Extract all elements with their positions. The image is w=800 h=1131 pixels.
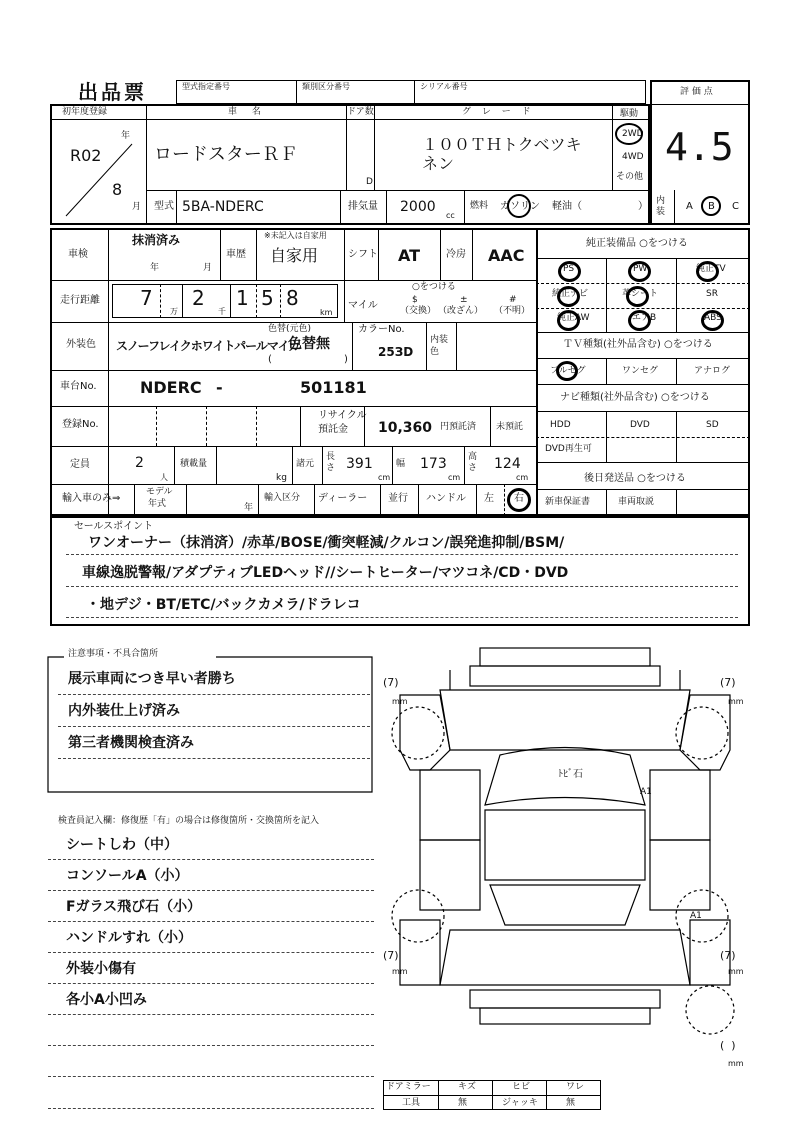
later-warranty: 新車保証書 [545, 497, 591, 507]
handle-right: 右 [514, 493, 524, 504]
shaken-year: 年 [150, 263, 160, 273]
color-value: スノーフレイクホワイトパールマイカ [116, 339, 300, 353]
equip-sr: SR [706, 289, 718, 299]
sen-unit: 千 [218, 307, 226, 316]
dvd-playback: DVD再生可 [545, 444, 592, 454]
repaint-value: 色替無 [288, 336, 330, 352]
shift-label: シフト [348, 249, 378, 260]
displacement-label: 排気量 [348, 201, 378, 212]
drive-other: その他 [616, 172, 644, 182]
interior-a: A [686, 201, 693, 212]
import-year: 年 [244, 503, 254, 513]
interior-b: B [708, 201, 715, 212]
navi-hdd: HDD [550, 420, 571, 430]
damage-a1-wheel: A1 [690, 911, 702, 921]
front-bumper [480, 648, 650, 666]
model-code: 5BA-NDERC [182, 199, 264, 215]
chassis-dash: - [216, 378, 223, 397]
circle-tv [696, 261, 719, 282]
equip-navi: 純正ナビ [552, 289, 589, 299]
color-label: 外装色 [66, 339, 96, 350]
roof [485, 810, 645, 880]
tread-spare: ( ) [720, 1039, 736, 1052]
tread-rr: (7) [720, 949, 736, 962]
registration-label: 登録No. [62, 419, 99, 430]
odometer-digit-5: 8 [286, 286, 299, 310]
right-front-door [650, 770, 710, 840]
doors-unit: D [366, 177, 373, 187]
front-grille [470, 666, 660, 686]
handle-left: 左 [484, 493, 494, 504]
legend-break: ワレ [566, 1082, 585, 1092]
legend-crack: ヒビ [512, 1082, 531, 1092]
rear-panel [480, 1008, 650, 1024]
legend-tools: 工具 [402, 1098, 421, 1108]
car-name-label: 車 名 [228, 107, 267, 117]
length-value: 391 [346, 456, 373, 472]
equip-leather: 革シート [622, 289, 659, 299]
height-unit: cm [516, 473, 529, 482]
sales-line-1: ワンオーナー（抹消済）/赤革/BOSE/衝突軽減/クルコン/誤発進抑制/BSM/ [88, 535, 565, 551]
chassis-number: 501181 [300, 378, 367, 397]
equip-airbag: エアB [632, 313, 657, 323]
length-unit: cm [378, 473, 391, 482]
car-diagram [380, 640, 750, 1090]
circle-navi [557, 286, 580, 307]
fuel-diesel: 軽油（ [552, 201, 582, 212]
tv-fullseg: フルセグ [550, 366, 586, 376]
handle-right-circle [507, 488, 531, 512]
score-value: 4.5 [665, 125, 734, 169]
drive-2wd: 2WD [622, 129, 644, 139]
tread-spare-unit: mm [728, 1059, 744, 1068]
tread-fr: (7) [720, 676, 736, 689]
rear-bumper [470, 990, 660, 1008]
import-dealer: ディーラー [318, 493, 368, 504]
inspector-line-5: 外装小傷有 [66, 961, 136, 977]
trunk [440, 930, 690, 985]
sales-label: セールスポイント [74, 521, 154, 532]
mileage-mark-note: ○をつける [412, 282, 456, 292]
hood [440, 690, 690, 750]
color-code: 25ЗD [378, 345, 414, 359]
model-label: 型式 [154, 201, 174, 212]
later-manual: 車両取説 [618, 497, 655, 507]
history-note: ※未記入は自家用 [264, 231, 327, 240]
note-line-2: 内外装仕上げ済み [68, 703, 180, 719]
doors-label: ドア数 [347, 107, 374, 117]
inspector-line-3: Fガラス飛び石（小） [66, 899, 202, 915]
capacity-label: 定員 [70, 459, 90, 470]
height-value: 124 [494, 456, 521, 472]
chassis-label: 車台No. [60, 381, 97, 392]
color-code-label: カラーNo. [358, 324, 405, 335]
interior-label: 内装 [656, 196, 666, 217]
grade-line-1: １００ＴＨトクベツキ [422, 135, 582, 154]
sheet-title: 出品票 [78, 80, 147, 104]
note-line-3: 第三者機関検査済み [68, 735, 194, 751]
displacement-value: 2000 [400, 199, 436, 215]
circle-ps [558, 261, 581, 282]
date-slash [60, 140, 140, 220]
import-class-label: 輸入区分 [264, 493, 301, 503]
displacement-unit: cc [446, 211, 455, 220]
first-reg-era-year: R02 [70, 146, 102, 165]
navi-dvd: DVD [630, 420, 650, 430]
navi-title: ナビ種類(社外品含む) ○をつける [560, 392, 710, 403]
km-unit: km [320, 308, 333, 317]
front-left-fender [400, 695, 450, 770]
spare-tire [686, 986, 734, 1034]
inspector-line-2: コンソールA（小） [66, 868, 189, 884]
drive-4wd: 4WD [622, 152, 644, 162]
legend-mirror: ドアミラー [386, 1082, 431, 1092]
recycle-label-1: リサイクル [318, 410, 367, 421]
mileage-exchange: （交換） [400, 306, 437, 316]
note-line-1: 展示車両につき早い者勝ち [68, 671, 236, 687]
import-label: 輸入車のみ⇒ [62, 493, 121, 504]
capacity-value: 2 [135, 455, 144, 471]
recycle-unit: 円預託済 [440, 422, 477, 432]
sales-line-2: 車線逸脱警報/アダプティブLEDヘッド//シートヒーター/マツコネ/CD・DVD [82, 565, 569, 581]
inspector-line-1: シートしわ（中） [66, 837, 178, 853]
odometer-digit-4: 5 [261, 286, 274, 310]
model-year-label: 年式 [148, 499, 167, 509]
grade-line-2: ネン [422, 154, 455, 173]
man-unit: 万 [170, 307, 178, 316]
legend-tools-value: 無 [458, 1098, 468, 1108]
length-label: 長さ [326, 452, 336, 473]
recycle-value: 10,360 [378, 420, 433, 436]
equip-pw: PW [633, 264, 648, 274]
rear-window [490, 885, 640, 925]
load-label: 積載量 [180, 459, 208, 469]
inspector-label: 検査員記入欄：修復歴「有」の場合は修復箇所・交換箇所を記入 [58, 816, 320, 826]
chassis-prefix: NDERC [140, 378, 202, 397]
navi-sd: SD [706, 420, 719, 430]
load-unit: kg [276, 473, 287, 483]
tread-rl: (7) [383, 949, 399, 962]
circle-airbag [628, 310, 651, 331]
shift-value: AT [398, 246, 421, 265]
tread-rl-unit: mm [392, 967, 408, 976]
equip-title: 純正装備品 ○をつける [586, 238, 688, 249]
tv-title: ＴＶ種類(社外品含む) ○をつける [563, 339, 713, 350]
recycle-label: 預託金 [318, 424, 348, 435]
inspector-line-4: ハンドルすれ（小） [66, 930, 192, 946]
shaken-value: 抹消済み [132, 233, 181, 247]
odometer-digit-3: 1 [236, 286, 249, 310]
height-label: 高さ [468, 452, 478, 473]
later-title: 後日発送品 ○をつける [584, 473, 686, 484]
month-unit: 月 [132, 202, 142, 212]
score-label: 評 価 点 [680, 87, 713, 97]
fuel-gasoline-circle [507, 194, 531, 218]
shaken-label: 車検 [68, 249, 88, 260]
tv-oneseg: ワンセグ [622, 366, 659, 376]
damage-a1-body: A1 [640, 787, 652, 797]
circle-abs [701, 310, 724, 331]
odometer-digit-2: 2 [192, 286, 205, 310]
repaint-label: 色替(元色) [268, 324, 312, 334]
serial-label: シリアル番号 [420, 82, 468, 91]
tread-rr-unit: mm [728, 967, 744, 976]
int-color-label: 内装色 [430, 335, 449, 357]
width-value: 173 [420, 456, 447, 472]
width-label: 幅 [396, 459, 406, 469]
code-strip [176, 80, 646, 104]
capacity-unit: 人 [160, 473, 168, 482]
odometer-digit-1: 7 [140, 286, 153, 310]
fuel-gasoline: ガソリン [500, 201, 540, 212]
drive-2wd-circle [615, 123, 643, 145]
equip-aw: 純正AW [557, 313, 590, 323]
legend-jack-value: 無 [566, 1098, 576, 1108]
legend-scratch: キズ [458, 1082, 476, 1092]
inspector-line-6: 各小A小凹み [66, 992, 147, 1008]
shaken-month: 月 [203, 263, 213, 273]
ac-value: AAC [488, 246, 525, 265]
front-right-wheel [676, 707, 728, 759]
legend-jack: ジャッキ [502, 1098, 538, 1108]
tv-analog: アナログ [694, 366, 731, 376]
notes-label: 注意事項・不具合箇所 [68, 649, 159, 659]
mileage-modified: （改ざん） [438, 306, 484, 316]
first-reg-label: 初年度登録 [62, 107, 108, 117]
recycle-status: 未預託 [496, 422, 524, 432]
left-rear-door [420, 840, 480, 910]
year-unit: 年 [121, 131, 131, 141]
tread-fl: (7) [383, 676, 399, 689]
interior-c: C [732, 201, 739, 212]
interior-b-circle [701, 196, 721, 216]
equip-tv: 純正TV [696, 264, 726, 274]
right-rear-door [650, 840, 710, 910]
rear-left-wheel [392, 890, 444, 942]
equip-abs: ABS [704, 313, 722, 323]
dims-label: 諸元 [296, 459, 315, 469]
tread-fr-unit: mm [728, 697, 744, 706]
circle-fullseg [556, 361, 578, 381]
rear-right-wheel [676, 890, 728, 942]
tread-fl-unit: mm [392, 697, 408, 706]
mileage-mile: マイル [348, 300, 378, 311]
history-value: 自家用 [270, 246, 319, 265]
history-label: 車歴 [226, 249, 246, 260]
first-reg-month: 8 [112, 180, 123, 199]
sales-line-3: ・地デジ・BT/ETC/バックカメラ/ドラレコ [86, 597, 361, 613]
handle-label: ハンドル [426, 493, 466, 504]
width-unit: cm [448, 473, 461, 482]
fuel-close: ） [638, 201, 648, 212]
circle-aw [557, 310, 580, 331]
grade-label: グ レ ー ド [462, 107, 535, 117]
mileage-label: 走行距離 [60, 295, 100, 306]
glass-damage-mark: ﾄﾋﾞ石 [558, 769, 583, 780]
class-code-label: 類別区分番号 [302, 82, 350, 91]
circle-pw [628, 261, 651, 282]
fuel-label: 燃料 [470, 201, 489, 211]
car-name: ロードスターＲＦ [154, 144, 298, 165]
ac-label: 冷房 [446, 249, 466, 260]
left-front-door [420, 770, 480, 840]
circle-leather [626, 286, 649, 307]
import-parallel: 並行 [388, 493, 408, 504]
drive-label: 駆動 [620, 109, 639, 119]
model-code-label: 型式指定番号 [182, 82, 230, 91]
equip-ps: PS [563, 264, 575, 274]
mileage-unknown: （不明） [494, 306, 531, 316]
